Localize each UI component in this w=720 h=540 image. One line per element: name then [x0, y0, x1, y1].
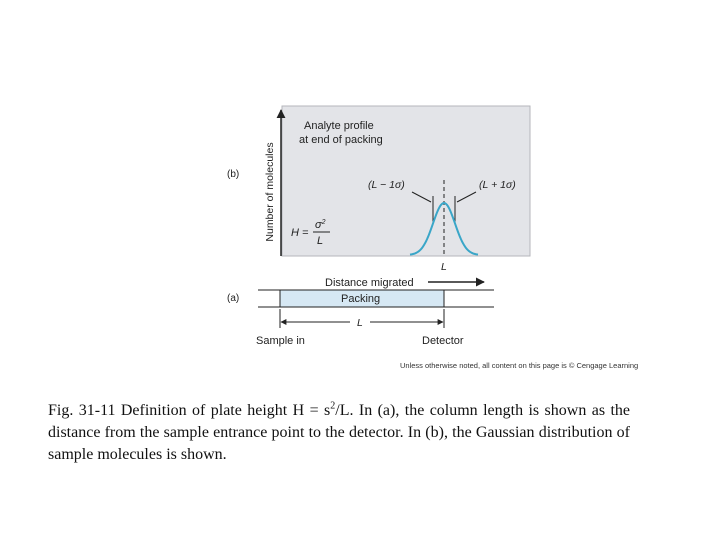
panel-a-label: (a) [227, 293, 240, 304]
figure-caption: Fig. 31-11 Definition of plate height $H = s^2/L$. In (a), the column length is shown as the distance from the sample entrance point to the detector. In (b), the Gaussian distribution of sample molecules is shown. [48, 400, 630, 463]
packing-label: Packing [341, 293, 381, 305]
profile-title-line1: Analyte profile [304, 120, 374, 132]
y-axis-label: Number of molecules [264, 142, 276, 242]
copyright-credit: Unless otherwise noted, all content on this page is © Cengage Learning [400, 361, 639, 370]
left-sigma-label: (L − 1σ) [368, 179, 405, 191]
formula-denominator: L [317, 235, 324, 247]
formula-lhs: H = [291, 227, 309, 239]
detector-label: Detector [422, 335, 464, 347]
sample-in-label: Sample in [256, 335, 305, 347]
center-l-label: L [441, 261, 447, 273]
profile-title-line2: at end of packing [299, 134, 383, 146]
right-sigma-label: (L + 1σ) [479, 179, 516, 191]
length-l-label: L [357, 317, 363, 329]
distance-migrated-label: Distance migrated [325, 277, 414, 289]
formula-numerator: $\sigma^2$ [315, 219, 326, 231]
panel-b-label: (b) [227, 169, 240, 180]
